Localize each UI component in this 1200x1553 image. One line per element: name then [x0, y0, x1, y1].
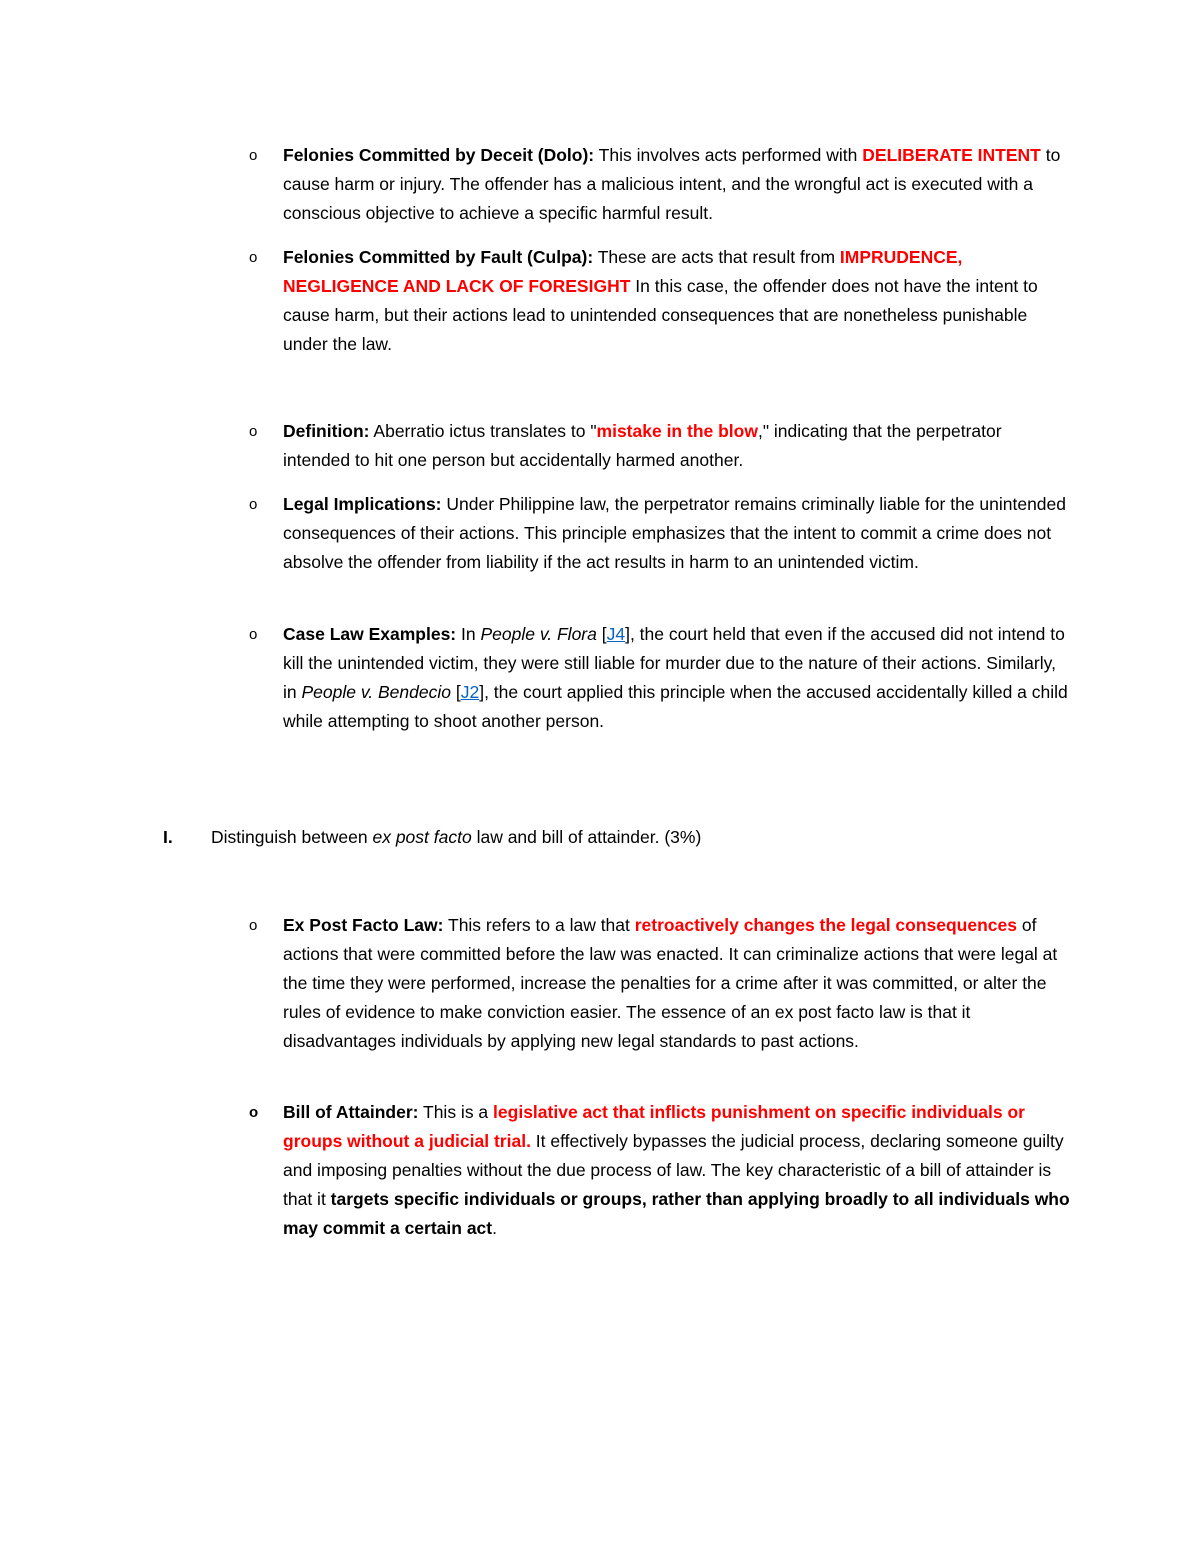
question-number: I.	[163, 827, 173, 847]
bullet-marker: o	[249, 917, 258, 934]
question-text	[211, 823, 1071, 852]
item-text: These are acts that result from	[593, 247, 840, 267]
item-text: to cause harm or injury. The offender has a malicious intent, and the wrongful act is executed with a conscious objective to achieve a specific harmful result.	[283, 145, 1061, 223]
bullet-marker: o	[249, 626, 258, 643]
item-text: [	[596, 624, 607, 644]
item-text: Under Philippine law, the perpetrator remains criminally liable for the unintended consequences of their actions. This principle emphasizes that the intent to commit a crime does not absolve the offender from liability if the act results in harm to an unintended victim.	[283, 494, 1067, 572]
item-emphasis: legislative act that inflicts punishment on specific individuals or groups without a judicial trial.	[283, 1102, 1025, 1151]
item-text: [	[451, 682, 461, 702]
item-emphasis: IMPRUDENCE, NEGLIGENCE AND LACK OF FORESIGHT	[283, 247, 963, 296]
question-text-part: law and bill of attainder. (3%)	[471, 827, 702, 847]
item-text: Aberratio ictus translates to "	[369, 421, 597, 441]
footnote-link-j4[interactable]: J4	[606, 624, 626, 644]
list-item-definition	[249, 417, 1073, 475]
bullet-marker: o	[249, 423, 258, 440]
question-italic: ex post facto	[372, 827, 472, 847]
bullet-marker: o	[249, 1104, 259, 1121]
list-item-culpa	[249, 243, 1073, 359]
item-title: Felonies Committed by Fault (Culpa):	[283, 247, 594, 267]
case-name: People v. Flora	[480, 624, 597, 644]
item-text: of actions that were committed before the law was enacted. It can criminalize actions that were legal at the time they were performed, increase the penalties for a crime after it was committed, or alter the rules of evidence to make conviction easier. The essence of an ex post facto law is that it disadvantages individuals by applying new legal standards to past actions.	[283, 915, 1058, 1051]
item-title: Ex Post Facto Law:	[283, 915, 444, 935]
item-text: This refers to a law that	[443, 915, 635, 935]
item-title: Case Law Examples:	[283, 624, 457, 644]
item-text: ], the court held that even if the accused did not intend to kill the unintended victim, they were still liable for murder due to the nature of their actions. Similarly, in	[283, 624, 1065, 702]
list-item-ex-post-facto	[249, 911, 1073, 1056]
item-text: ," indicating that the perpetrator intended to hit one person but accidentally harmed another.	[283, 421, 1002, 470]
item-emphasis: mistake in the blow	[596, 421, 758, 441]
item-text: This involves acts performed with	[594, 145, 863, 165]
item-emphasis: retroactively changes the legal consequences	[634, 915, 1017, 935]
item-emphasis: DELIBERATE INTENT	[862, 145, 1041, 165]
bullet-marker: o	[249, 147, 258, 164]
item-title: Definition:	[283, 421, 370, 441]
item-text: In this case, the offender does not have the intent to cause harm, but their actions lead to unintended consequences that are nonetheless punishable under the law.	[283, 276, 1038, 354]
list-item-legal-implications	[249, 490, 1073, 577]
item-text: .	[492, 1218, 497, 1238]
item-title: Legal Implications:	[283, 494, 442, 514]
item-text: This is a	[418, 1102, 494, 1122]
case-name: People v. Bendecio	[301, 682, 451, 702]
item-text: It effectively bypasses the judicial process, declaring someone guilty and imposing penalties without the due process of law. The key characteristic of a bill of attainder is that it	[283, 1131, 1064, 1209]
item-text: In	[456, 624, 481, 644]
list-item-bill-of-attainder	[249, 1098, 1073, 1243]
item-bold-text: targets specific individuals or groups, rather than applying broadly to all individuals who may commit a certain act	[283, 1189, 1070, 1238]
bullet-marker: o	[249, 496, 258, 513]
list-item-dolo	[249, 141, 1073, 228]
bullet-marker: o	[249, 249, 258, 266]
question-text-part: Distinguish between	[211, 827, 373, 847]
item-title: Felonies Committed by Deceit (Dolo):	[283, 145, 595, 165]
item-title: Bill of Attainder:	[283, 1102, 419, 1122]
list-item-case-law	[249, 620, 1073, 736]
item-text: ], the court applied this principle when the accused accidentally killed a child while attempting to shoot another person.	[283, 682, 1068, 731]
footnote-link-j2[interactable]: J2	[460, 682, 480, 702]
